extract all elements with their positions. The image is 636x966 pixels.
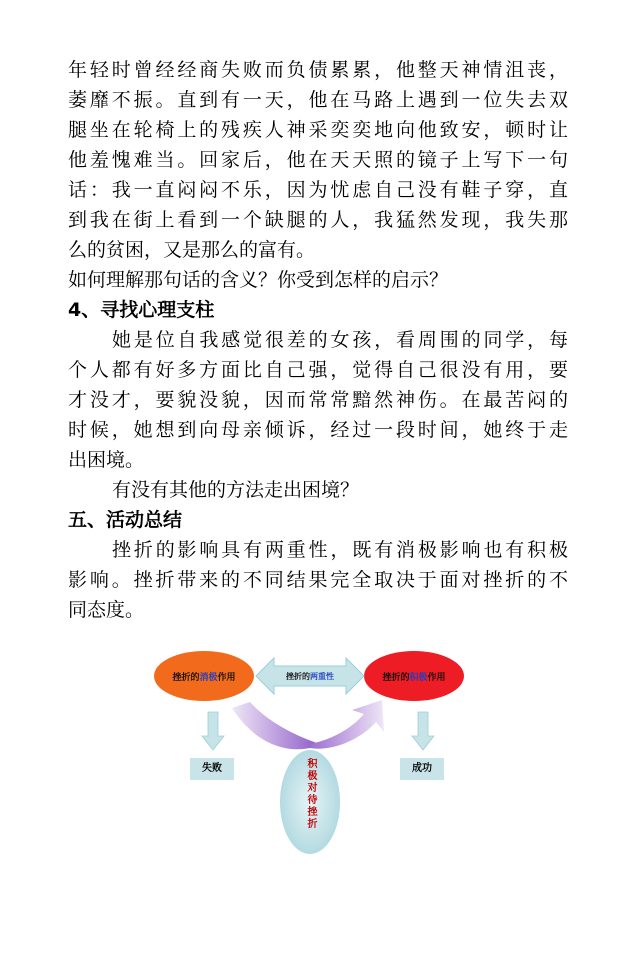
- story-line: 么的贫困，又是那么的富有。: [68, 239, 316, 261]
- frustration-diagram: [150, 640, 490, 860]
- success-box: 成功: [400, 758, 444, 780]
- story-line: 腿坐在轮椅上的残疾人神采奕奕地向他致安，顿时让: [68, 119, 568, 141]
- dual-label: [280, 671, 340, 682]
- positive-label: [374, 670, 454, 683]
- question-1: 如何理解那句话的含义？你受到怎样的启示？: [68, 269, 449, 291]
- negative-key: 消极: [199, 673, 218, 683]
- negative-label: [164, 670, 244, 683]
- dual-prefix: 挫折的: [286, 672, 310, 681]
- question-2: 有没有其他的方法走出困境？: [112, 479, 360, 501]
- curve-arrow-right: [310, 700, 384, 749]
- story-line: 年轻时曾经经商失败而负债累累，他整天神情沮丧，: [68, 59, 568, 81]
- case-line: 她是位自我感觉很差的女孩，看周围的同学，每: [112, 329, 568, 351]
- down-arrow-right: [412, 712, 434, 750]
- curve-arrow-left: [232, 702, 320, 749]
- center-label: 积极对待挫折: [305, 758, 316, 830]
- down-arrow-left: [202, 712, 224, 750]
- story-line: 他羞愧难当。回家后，他在天天照的镜子上写下一句: [68, 149, 568, 171]
- case-line: 出困境。: [68, 449, 145, 471]
- case-line: 才没才，要貌没貌，因而常常黯然神伤。在最苦闷的: [68, 389, 568, 411]
- failure-box: 失败: [190, 758, 234, 780]
- story-line: 话：我一直闷闷不乐，因为忧虑自己没有鞋子穿，直: [68, 179, 568, 201]
- case-line: 时候，她想到向母亲倾诉，经过一段时间，她终于走: [68, 419, 568, 441]
- positive-suffix: 作用: [427, 673, 446, 683]
- story-line: 到我在街上看到一个缺腿的人，我猛然发现，我失那: [68, 209, 568, 231]
- summary-line: 影响。挫折带来的不同结果完全取决于面对挫折的不: [68, 569, 568, 591]
- heading-4: 4、寻找心理支柱: [68, 299, 215, 321]
- story-line: 萎靡不振。直到有一天，他在马路上遇到一位失去双: [68, 89, 568, 111]
- negative-prefix: 挫折的: [172, 673, 200, 683]
- positive-key: 积极: [409, 673, 428, 683]
- positive-prefix: 挫折的: [382, 673, 410, 683]
- dual-key: 两重性: [310, 672, 334, 681]
- summary-line: 挫折的影响具有两重性，既有消极影响也有积极: [112, 539, 568, 561]
- negative-suffix: 作用: [217, 673, 236, 683]
- heading-5: 五、活动总结: [68, 509, 183, 531]
- case-line: 个人都有好多方面比自己强，觉得自己很没有用，要: [68, 359, 568, 381]
- summary-line: 同态度。: [68, 599, 145, 621]
